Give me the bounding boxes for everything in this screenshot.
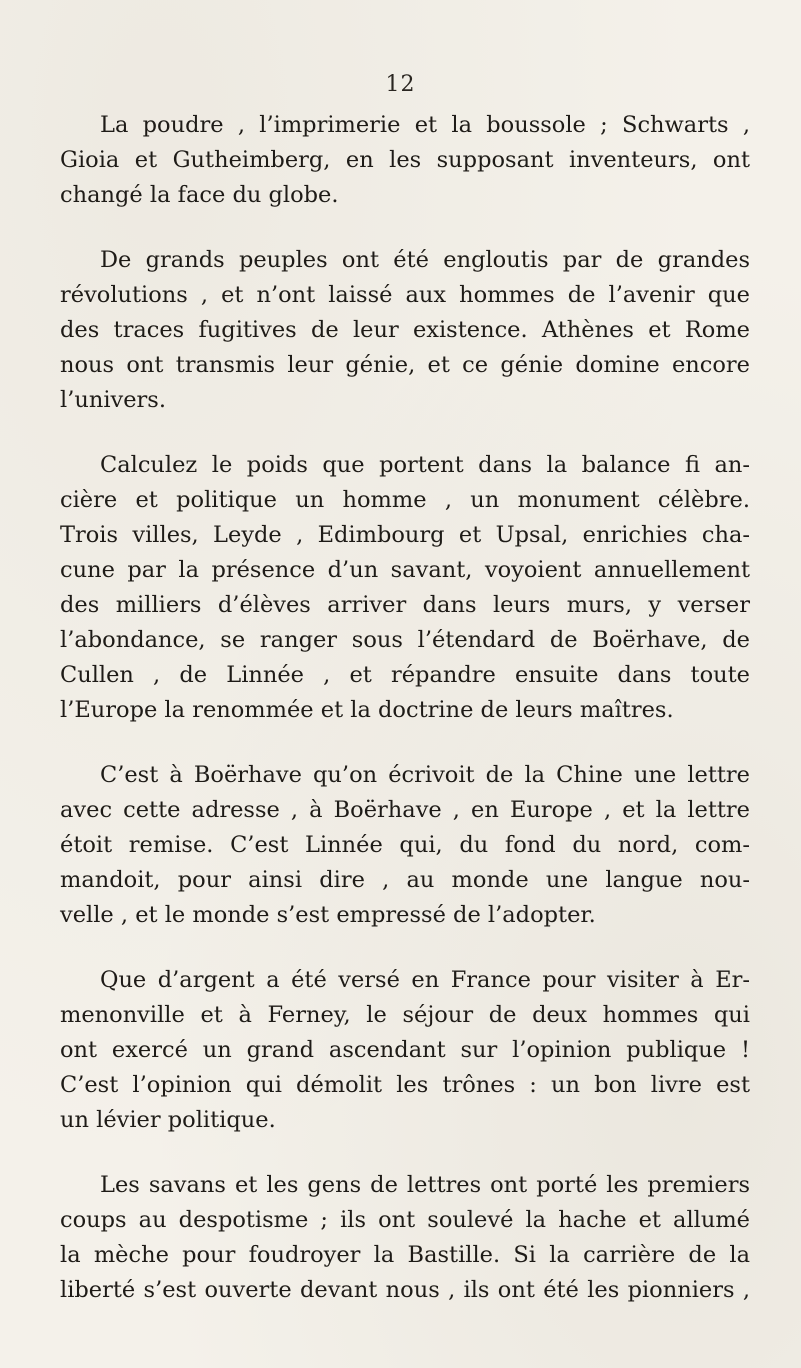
text-line: cière et politique un homme , un monument célèbre. bbox=[60, 487, 750, 513]
text-line: cune par la présence d’un savant, voyoient annuellement bbox=[60, 557, 750, 583]
text-line: coups au despotisme ; ils ont soulevé la hache et allumé bbox=[60, 1207, 750, 1233]
text-line: C’est à Boërhave qu’on écrivoit de la Chine une lettre bbox=[100, 762, 750, 788]
text-line: La poudre , l’imprimerie et la boussole ; Schwarts , bbox=[100, 112, 750, 138]
text-line: velle , et le monde s’est empressé de l’adopter. bbox=[60, 902, 596, 928]
paragraph-1 bbox=[60, 108, 750, 213]
text-line: avec cette adresse , à Boërhave , en Europe , et la lettre bbox=[60, 797, 750, 823]
text-line: des traces fugitives de leur existence. Athènes et Rome bbox=[60, 317, 750, 343]
text-line: la mèche pour foudroyer la Bastille. Si la carrière de la bbox=[60, 1242, 750, 1268]
text-line: un lévier politique. bbox=[60, 1107, 276, 1133]
text-line: l’abondance, se ranger sous l’étendard de Boërhave, de bbox=[60, 627, 750, 653]
text-line: nous ont transmis leur génie, et ce génie domine encore bbox=[60, 352, 750, 378]
text-line: mandoit, pour ainsi dire , au monde une langue nou- bbox=[60, 867, 750, 893]
text-line: des milliers d’élèves arriver dans leurs murs, y verser bbox=[60, 592, 750, 618]
text-line: étoit remise. C’est Linnée qui, du fond du nord, com- bbox=[60, 832, 750, 858]
text-line: C’est l’opinion qui démolit les trônes : un bon livre est bbox=[60, 1072, 750, 1098]
text-line: De grands peuples ont été engloutis par de grandes bbox=[100, 247, 750, 273]
paragraph-6 bbox=[60, 1168, 750, 1308]
text-line: Que d’argent a été versé en France pour visiter à Er- bbox=[100, 967, 750, 993]
text-line: ont exercé un grand ascendant sur l’opinion publique ! bbox=[60, 1037, 750, 1063]
paragraph-4 bbox=[60, 758, 750, 933]
text-line: Trois villes, Leyde , Edimbourg et Upsal, enrichies cha- bbox=[60, 522, 750, 548]
text-line: Calculez le poids que portent dans la balance fi an- bbox=[100, 452, 750, 478]
body-text bbox=[60, 108, 750, 1308]
text-line: Les savans et les gens de lettres ont porté les premiers bbox=[100, 1172, 750, 1198]
text-line: l’univers. bbox=[60, 387, 167, 413]
text-line: Cullen , de Linnée , et répandre ensuite dans toute bbox=[60, 662, 750, 688]
text-line: changé la face du globe. bbox=[60, 182, 339, 208]
page-number: 12 bbox=[385, 72, 416, 97]
text-line: révolutions , et n’ont laissé aux hommes de l’avenir que bbox=[60, 282, 750, 308]
text-line: Gioia et Gutheimberg, en les supposant inventeurs, ont bbox=[60, 147, 750, 173]
paragraph-2 bbox=[60, 243, 750, 418]
paragraph-3 bbox=[60, 448, 750, 728]
text-line: liberté s’est ouverte devant nous , ils ont été les pionniers , bbox=[60, 1277, 750, 1303]
paragraph-5 bbox=[60, 963, 750, 1138]
text-line: l’Europe la renommée et la doctrine de leurs maîtres. bbox=[60, 697, 674, 723]
text-line: menonville et à Ferney, le séjour de deux hommes qui bbox=[60, 1002, 750, 1028]
